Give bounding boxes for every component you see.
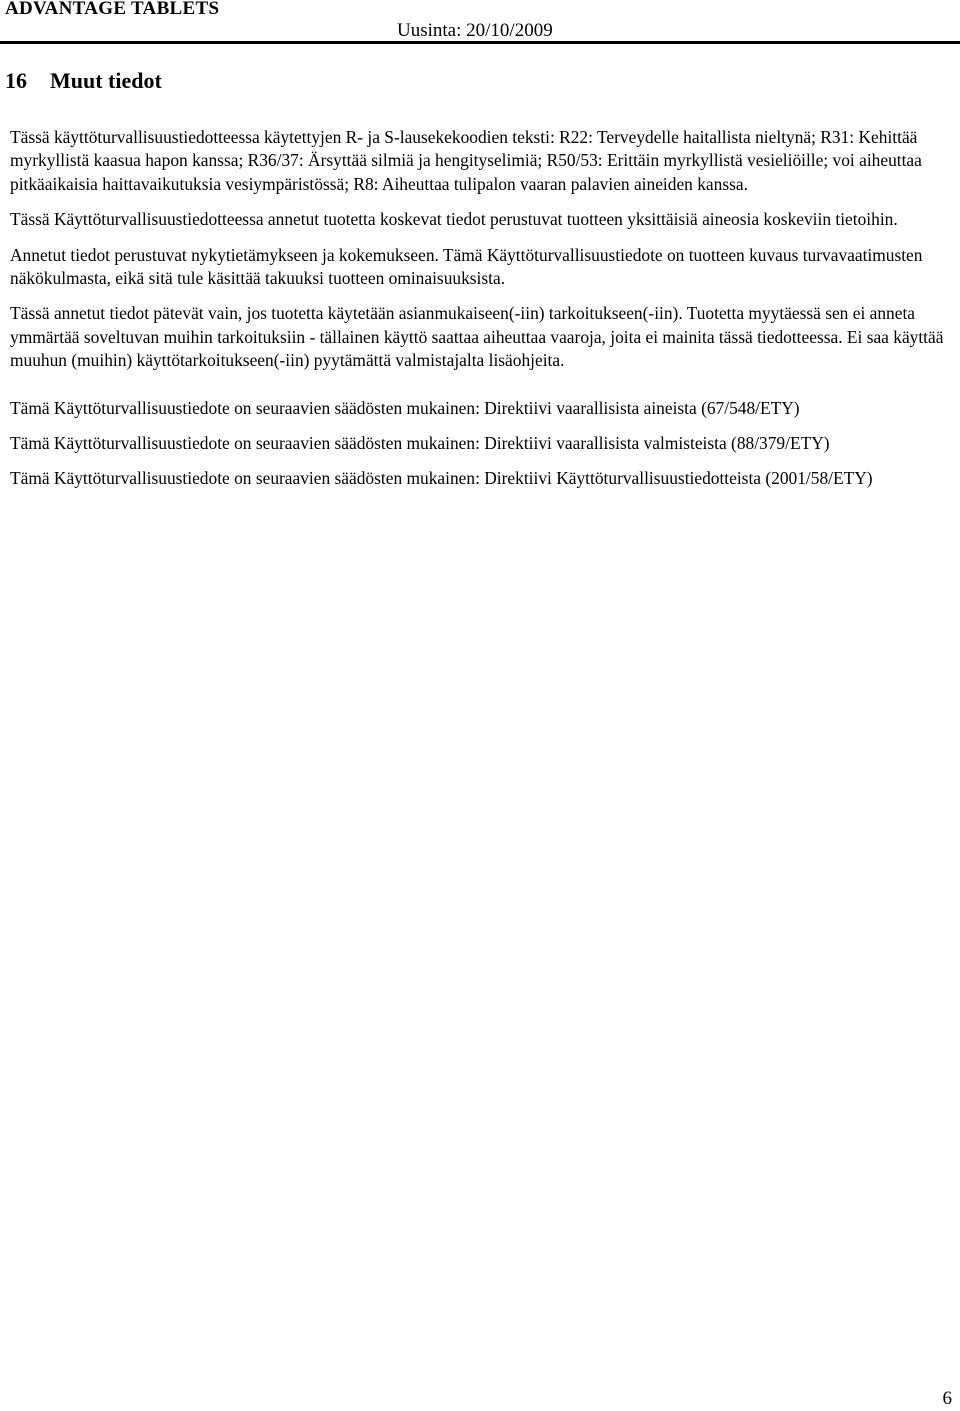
page-number: 6 (942, 1388, 952, 1409)
section-number: 16 (5, 68, 27, 93)
paragraph-r-s-phrases: Tässä käyttöturvallisuustiedotteessa käytettyjen R- ja S-lausekekoodien teksti: R22: Terveydelle haitallista nieltynä; R31: Kehittää myrkyllistä kaasua hapon kanssa; R36/37: Ärsyttää silmiä ja hengityselimiä; R50/53: Erittäin myrkyllistä vesieliöille; voi aiheuttaa pitkäaikaisia haittavaikutuksia vesiympäristössä; R8: Aiheuttaa tulipalon vaaran palavien aineiden kanssa. (10, 127, 922, 194)
document-title: ADVANTAGE TABLETS (5, 0, 220, 19)
paragraph-intended-use: Tässä annetut tiedot pätevät vain, jos tuotetta käytetään asianmukaiseen(-iin) tarkoitukseen(-iin). Tuotetta myytäessä sen ei anneta ymmärtää soveltuvan muihin tarkoituksiin - tällainen käyttö saattaa aiheuttaa vaaroja, joita ei mainita tässä tiedotteessa. Ei saa käyttää muuhun (muihin) käyttötarkoitukseen(-iin) pyytämättä valmistajalta lisäohjeita. (10, 303, 944, 371)
regulation-statement-3: Tämä Käyttöturvallisuustiedote on seuraavien säädösten mukainen: Direktiivi Käyttöturvallisuustiedotteista (2001/58/ETY) (10, 468, 873, 489)
regulation-statement-1: Tämä Käyttöturvallisuustiedote on seuraavien säädösten mukainen: Direktiivi vaarallisista aineista (67/548/ETY) (10, 397, 800, 418)
paragraph-knowledge-basis: Annetut tiedot perustuvat nykytietämykseen ja kokemukseen. Tämä Käyttöturvallisuustiedote on tuotteen kuvaus turvavaatimusten näkökulmasta, eikä sitä tule käsittää takuuksi tuotteen ominaisuuksista. (10, 244, 923, 289)
page-header (0, 0, 960, 44)
revision-date: Uusinta: 20/10/2009 (397, 20, 553, 41)
paragraph-ingredient-basis: Tässä Käyttöturvallisuustiedotteessa annetut tuotetta koskevat tiedot perustuvat tuotteen yksittäisiä aineosia koskeviin tietoihin. (10, 209, 898, 230)
section-title: Muut tiedot (50, 68, 162, 93)
regulation-statement-2: Tämä Käyttöturvallisuustiedote on seuraavien säädösten mukainen: Direktiivi vaarallisista valmisteista (88/379/ETY) (10, 433, 830, 454)
section-body (10, 126, 958, 491)
section-heading (5, 68, 162, 94)
header-divider (0, 41, 960, 44)
